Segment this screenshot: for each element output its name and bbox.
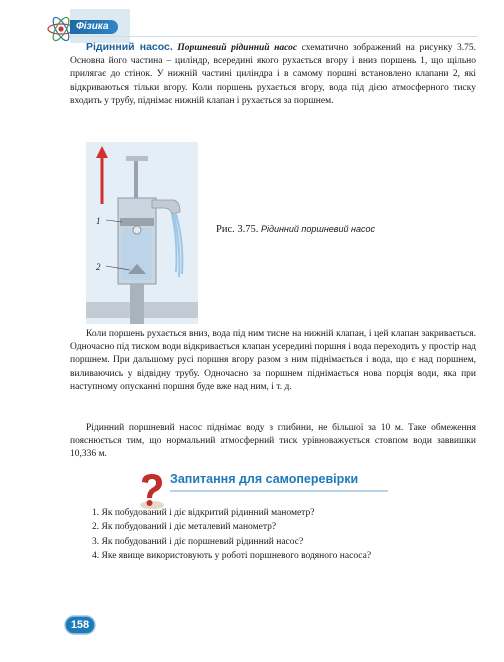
term-piston-pump: Поршневий рідинний насос (177, 43, 298, 53)
question-item: 1. Як побудований і діє відкритий рідинний манометр? (92, 508, 315, 518)
section-underline (170, 490, 388, 492)
piston-pump-figure (86, 142, 198, 324)
page-number: 158 (70, 619, 90, 631)
intro-paragraph (70, 41, 476, 108)
body-paragraph-2: Коли поршень рухається вниз, вода під ним тисне на нижній клапан, і цей клапан закривається. Одночасно під тиском води відкривається клапан усередині поршня і вода переходить у простір над поршнем. При дальшому русі поршня вгору разом з ним піднімається і вода, що є над поршнем, виливаючись у відвідну трубу. Одночасно за поршнем піднімається нова порція води, яка при наступному опусканні поршня буде вже над ним, і т. д. (70, 329, 476, 392)
caption-number: Рис. 3.75. (216, 224, 259, 235)
section-lead: Рідинний насос. (86, 41, 173, 53)
figure-label-valve: 2 (96, 262, 101, 272)
intro-text: схематично зображений на рисунку 3.75. Основна його частина – циліндр, всередині якого рухається вгору і вниз поршень 1, що щільно прилягає до стінок. У нижній частині циліндра і в самому поршні встановлено клапани 2, які відкриваються тільки вгору. Коли поршень рухається вгору, вода під дією атмосферного тиску входить у трубу, піднімає нижній клапан і рухається за поршнем. (70, 43, 477, 106)
subject-label: Фізика (76, 21, 109, 32)
question-item: 4. Яке явище використовують у роботі поршневого водяного насоса? (92, 550, 372, 561)
question-item: 2. Як побудований і діє металевий манометр? (92, 522, 277, 533)
caption-text: Рідинний поршневий насос (261, 224, 375, 234)
figure-caption (216, 224, 375, 235)
question-mark-icon (132, 472, 168, 510)
body-paragraph-3: Рідинний поршневий насос піднімає воду з глибини, не більшої за 10 м. Таке обмеження пояснюється тим, що нормальний атмосферний тиск урівноважується стовпом води заввишки 10,336 м. (70, 423, 476, 460)
figure-label-piston: 1 (96, 216, 101, 226)
header-divider (70, 36, 478, 37)
self-check-questions (92, 506, 371, 563)
question-item: 3. Як побудований і діє поршневий рідинний насос? (92, 536, 304, 547)
section-title: Запитання для самоперевірки (170, 472, 359, 486)
